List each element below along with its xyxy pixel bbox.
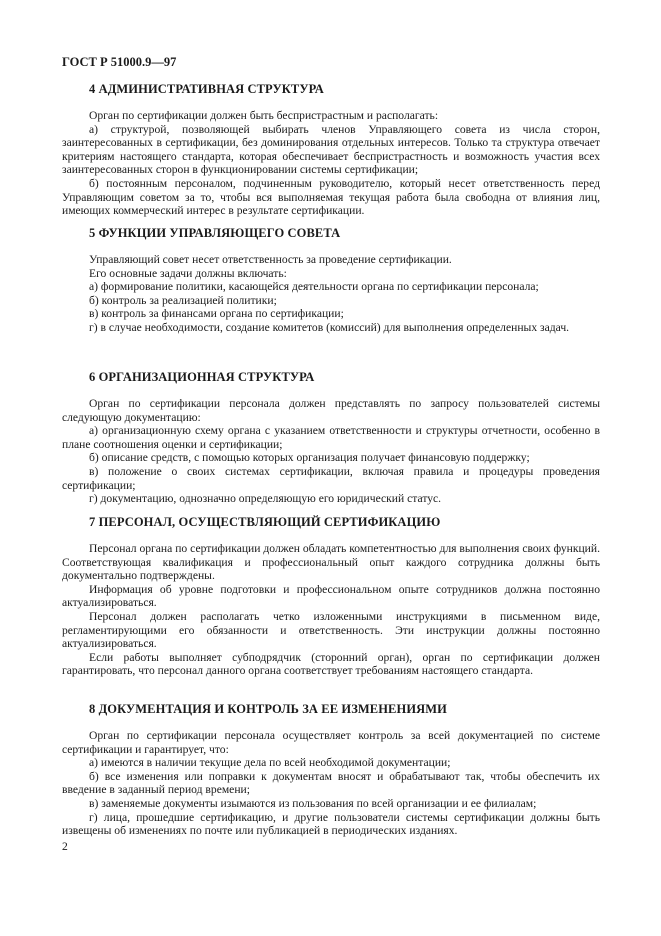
section-title: 4 АДМИНИСТРАТИВНАЯ СТРУКТУРА	[89, 82, 324, 96]
section-title: 6 ОРГАНИЗАЦИОННАЯ СТРУКТУРА	[89, 370, 315, 384]
paragraph: Управляющий совет несет ответственность за проведение сертификации.	[89, 253, 452, 266]
paragraph: б) постоянным персоналом, подчиненным руководителю, который несет ответственность перед Управляющим советом за то, чтобы вся выполняемая текущая работа была свободна от влияния лиц, имеющих коммерческий интерес в результате сертификации.	[62, 176, 600, 218]
section-7	[62, 515, 600, 678]
paragraph: Орган по сертификации должен быть беспристрастным и располагать:	[89, 109, 439, 122]
paragraph: б) все изменения или поправки к документам вносят и обрабатывают так, чтобы обеспечить их введение в заданный период времени;	[62, 769, 600, 797]
paragraph: а) организационную схему органа с указанием ответственности и структуры отчетности, особенно в плане соотношения оценки и сертификации;	[62, 424, 600, 451]
paragraph: б) контроль за реализацией политики;	[89, 293, 277, 307]
section-title: 7 ПЕРСОНАЛ, ОСУЩЕСТВЛЯЮЩИЙ СЕРТИФИКАЦИЮ	[89, 515, 441, 529]
paragraph: Орган по сертификации персонала осуществляет контроль за всей документацией по системе сертификации и гарантирует, что:	[62, 729, 600, 756]
document-code: ГОСТ Р 51000.9—97	[62, 55, 177, 69]
paragraph: в) контроль за финансами органа по сертификации;	[89, 307, 344, 321]
paragraph: в) положение о своих системах сертификации, включая правила и процедуры проведения сертификации;	[62, 464, 600, 492]
paragraph: г) лица, прошедшие сертификацию, и другие пользователи системы сертификации должны быть извещены об изменениях по почте или публикацией в периодических изданиях.	[62, 810, 600, 838]
page-number: 2	[62, 840, 68, 853]
section-title: 5 ФУНКЦИИ УПРАВЛЯЮЩЕГО СОВЕТА	[89, 226, 341, 240]
section-title: 8 ДОКУМЕНТАЦИЯ И КОНТРОЛЬ ЗА ЕЕ ИЗМЕНЕНИЯМИ	[89, 702, 447, 716]
section-6	[62, 370, 600, 506]
paragraph: в) заменяемые документы изымаются из пользования по всей организации и ее филиалам;	[89, 796, 537, 810]
paragraph: а) формирование политики, касающейся деятельности органа по сертификации персонала;	[89, 280, 539, 294]
paragraph: Информация об уровне подготовки и профессиональном опыте сотрудников должна постоянно актуализироваться.	[62, 582, 600, 610]
paragraph: Персонал должен располагать четко изложенными инструкциями в письменном виде, регламентирующими его обязанности и ответственность. Эти инструкции должны постоянно актуализироваться.	[62, 609, 600, 651]
paragraph: а) имеются в наличии текущие дела по всей необходимой документации;	[89, 756, 451, 770]
section-8	[62, 702, 600, 838]
paragraph: б) описание средств, с помощью которых организация получает финансовую поддержку;	[89, 451, 530, 465]
paragraph: г) в случае необходимости, создание комитетов (комиссий) для выполнения определенных задач.	[89, 320, 570, 334]
paragraph: г) документацию, однозначно определяющую его юридический статус.	[89, 492, 442, 506]
paragraph: Орган по сертификации персонала должен представлять по запросу пользователей системы следующую документацию:	[62, 397, 600, 424]
paragraph: Персонал органа по сертификации должен обладать компетентностью для выполнения своих функций. Соответствующая квалификация и профессиональный опыт каждого сотрудника должны быть документально подтверждены.	[62, 542, 600, 583]
paragraph: Его основные задачи должны включать:	[89, 266, 287, 280]
paragraph: а) структурой, позволяющей выбирать членов Управляющего совета из числа сторон, заинтересованных в сертификации, без доминирования отдельных интересов. Только та структура отвечает критериям настоящего стандарта, которая обеспечивает беспристрастность и возможность участия всех заинтересованных сторон в функционировании системы сертификации;	[62, 122, 600, 177]
section-4	[62, 82, 600, 218]
section-5	[62, 226, 600, 335]
paragraph: Если работы выполняет субподрядчик (сторонний орган), орган по сертификации должен гарантировать, что персонал данного органа соответствует требованиям настоящего стандарта.	[62, 650, 600, 678]
